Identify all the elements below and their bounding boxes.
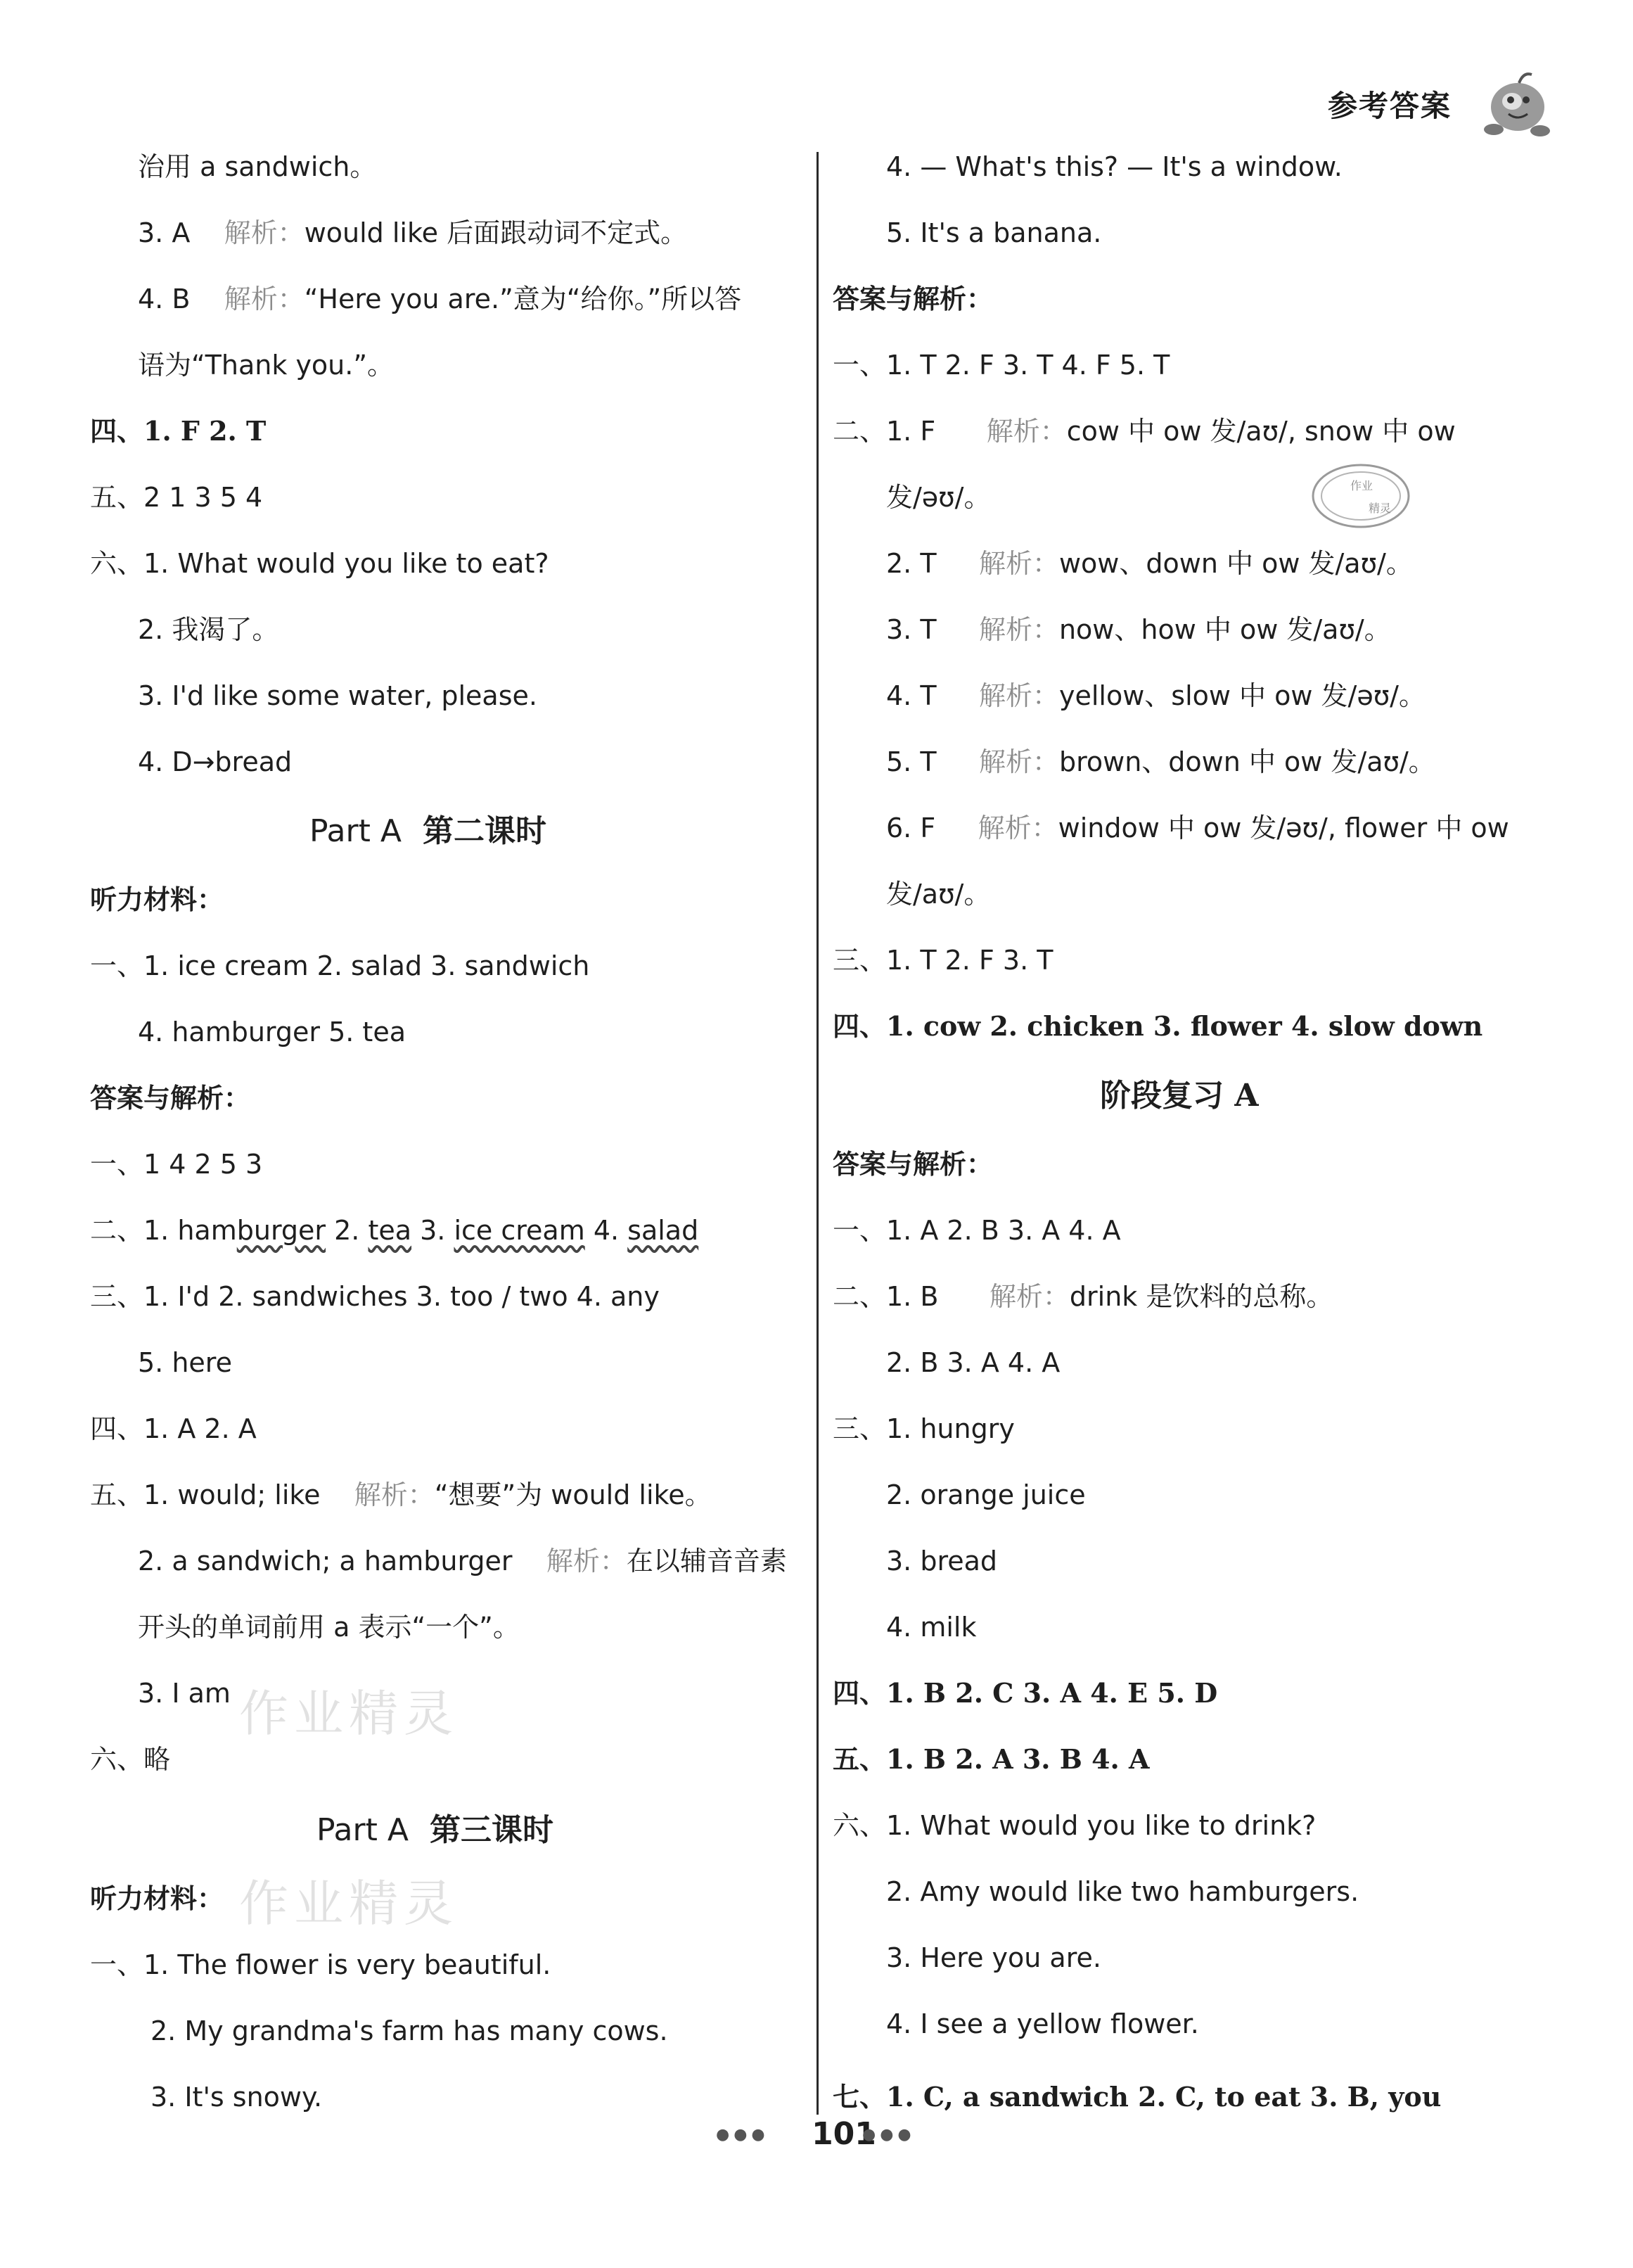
answer-line: 2. orange juice xyxy=(886,1479,1086,1510)
svg-text:精灵: 精灵 xyxy=(1369,502,1392,515)
answer-line: 治用 a sandwich。 xyxy=(138,151,377,182)
answer-line: 3. I'd like some water, please. xyxy=(138,680,537,711)
answer-line: 2. My grandma's farm has many cows. xyxy=(151,2015,668,2046)
section-title xyxy=(316,1812,553,1849)
page-number-dots-right: ●●● xyxy=(862,2126,916,2143)
answer-text: 二、1. F xyxy=(833,416,936,447)
analysis-text: wow、down 中 ow 发/aʊ/。 xyxy=(1058,548,1413,579)
section-title-cn: 第二课时 xyxy=(422,813,546,849)
section-title-en: Part A xyxy=(309,813,402,849)
answer-line: 2. Amy would like two hamburgers. xyxy=(886,1876,1359,1907)
watermark-stamp-icon xyxy=(1308,457,1414,535)
page-number: 101 xyxy=(812,2116,876,2152)
section-title xyxy=(309,813,546,850)
analysis-text: “Here you are.”意为“给你。”所以答 xyxy=(304,284,742,314)
answer-line: 2. B 3. A 4. A xyxy=(886,1347,1061,1378)
section-label: 答案与解析： xyxy=(833,283,994,314)
answer-line: 一、1. A 2. B 3. A 4. A xyxy=(833,1215,1121,1246)
analysis-text: now、how 中 ow 发/aʊ/。 xyxy=(1058,614,1391,645)
answer-line xyxy=(138,217,687,249)
analysis-label: 解析： xyxy=(224,217,305,248)
answer-line xyxy=(138,283,741,315)
analysis-text: “想要”为 would like。 xyxy=(434,1479,712,1510)
answer-line: 六、略 xyxy=(90,1744,171,1775)
underlined-word: salad xyxy=(627,1215,699,1246)
answer-text: 二、1. ham xyxy=(90,1215,237,1246)
analysis-text: window 中 ow 发/əʊ/, flower 中 ow xyxy=(1058,813,1509,843)
page-number-dots-left: ●●● xyxy=(716,2126,769,2143)
analysis-label: 解析： xyxy=(354,1479,435,1510)
section-label: 答案与解析： xyxy=(90,1082,251,1114)
answer-text: 5. T xyxy=(886,746,937,777)
analysis-text: cow 中 ow 发/aʊ/, snow 中 ow xyxy=(1066,416,1456,447)
answer-line: 3. I am xyxy=(138,1678,231,1709)
answer-line: 一、1. ice cream 2. salad 3. sandwich xyxy=(90,950,590,981)
answer-line: 四、1. F 2. T xyxy=(90,415,267,447)
answer-line: 4. I see a yellow flower. xyxy=(886,2008,1199,2039)
analysis-label: 解析： xyxy=(224,284,305,314)
answer-text: 2. T xyxy=(886,548,937,579)
svg-text:作业: 作业 xyxy=(1350,479,1373,492)
section-label: 答案与解析： xyxy=(833,1148,994,1180)
answer-text: 3. xyxy=(411,1215,454,1246)
answer-text: 6. F xyxy=(886,813,936,843)
answer-line: 3. Here you are. xyxy=(886,1942,1101,1973)
answer-line: 发/əʊ/。 xyxy=(886,482,991,513)
answer-line: 六、1. What would you like to drink? xyxy=(833,1810,1317,1841)
analysis-label: 解析： xyxy=(978,548,1059,579)
answer-line: 2. 我渴了。 xyxy=(138,614,279,645)
section-title-cn: 第三课时 xyxy=(429,1812,553,1848)
answer-line xyxy=(886,746,1435,778)
item-number: 4. B xyxy=(138,284,191,314)
analysis-label: 解析： xyxy=(978,813,1058,843)
answer-line: 发/aʊ/。 xyxy=(886,879,991,910)
answer-line: 一、1 4 2 5 3 xyxy=(90,1149,263,1180)
answer-text: 4. xyxy=(584,1215,628,1246)
analysis-text: 在以辅音音素 xyxy=(626,1546,787,1576)
answer-line xyxy=(90,1214,698,1247)
answer-line: 三、1. T 2. F 3. T xyxy=(833,945,1054,976)
answer-line: 三、1. I'd 2. sandwiches 3. too / two 4. any xyxy=(90,1281,660,1312)
answer-line: 语为“Thank you.”。 xyxy=(138,350,395,381)
answer-line: 4. — What's this? — It's a window. xyxy=(886,151,1343,182)
analysis-label: 解析： xyxy=(986,416,1067,447)
answer-line: 4. hamburger 5. tea xyxy=(138,1017,406,1047)
item-number: 3. A xyxy=(138,217,191,248)
answer-line: 五、2 1 3 5 4 xyxy=(90,482,263,513)
analysis-label: 解析： xyxy=(978,614,1059,645)
answer-line: 七、1. C, a sandwich 2. C, to eat 3. B, you xyxy=(833,2081,1442,2113)
analysis-label: 解析： xyxy=(989,1281,1070,1312)
analysis-text: yellow、slow 中 ow 发/əʊ/。 xyxy=(1058,680,1426,711)
section-label: 听力材料： xyxy=(90,1882,224,1914)
answer-text: 五、1. would; like xyxy=(90,1479,321,1510)
answer-line xyxy=(90,1479,712,1511)
answer-line xyxy=(833,1280,1333,1313)
answer-line: 3. bread xyxy=(886,1546,998,1576)
section-title-cn: 阶段复习 A xyxy=(1100,1078,1259,1114)
underlined-word: tea xyxy=(368,1215,412,1246)
answer-line: 4. D→bread xyxy=(138,746,293,777)
answer-line: 一、1. The flower is very beautiful. xyxy=(90,1949,551,1980)
answer-line: 一、1. T 2. F 3. T 4. F 5. T xyxy=(833,350,1170,381)
mascot-icon xyxy=(1477,65,1554,142)
analysis-label: 解析： xyxy=(546,1546,627,1576)
answer-line: 5. It's a banana. xyxy=(886,217,1102,248)
watermark: 作业精灵 xyxy=(239,1875,459,1932)
analysis-text: drink 是饮料的总称。 xyxy=(1069,1281,1333,1312)
header-title: 参考答案 xyxy=(1328,89,1452,123)
analysis-label: 解析： xyxy=(978,746,1059,777)
answer-line: 五、1. B 2. A 3. B 4. A xyxy=(833,1743,1150,1775)
answer-line: 四、1. A 2. A xyxy=(90,1413,257,1444)
answer-line: 四、1. B 2. C 3. A 4. E 5. D xyxy=(833,1677,1218,1709)
underlined-word: burger xyxy=(236,1215,326,1246)
answer-line xyxy=(138,1545,787,1577)
answer-line xyxy=(886,613,1391,646)
section-label: 听力材料： xyxy=(90,884,224,915)
answer-text: 3. T xyxy=(886,614,937,645)
section-title-en: Part A xyxy=(316,1812,409,1848)
answer-line: 5. here xyxy=(138,1347,232,1378)
underlined-word: ice cream xyxy=(454,1215,585,1246)
answer-line xyxy=(886,812,1509,844)
analysis-label: 解析： xyxy=(978,680,1059,711)
analysis-text: brown、down 中 ow 发/aʊ/。 xyxy=(1058,746,1435,777)
answer-line xyxy=(886,680,1426,712)
section-title xyxy=(1100,1078,1258,1114)
watermark: 作业精灵 xyxy=(239,1685,459,1743)
answer-line: 3. It's snowy. xyxy=(151,2082,323,2113)
answer-line xyxy=(886,547,1413,580)
answer-line: 4. milk xyxy=(886,1612,977,1643)
answer-line: 四、1. cow 2. chicken 3. flower 4. slow down xyxy=(833,1010,1483,1042)
answer-text: 4. T xyxy=(886,680,937,711)
answer-line: 六、1. What would you like to eat? xyxy=(90,548,549,579)
answer-line: 三、1. hungry xyxy=(833,1413,1015,1444)
answer-text: 二、1. B xyxy=(833,1281,939,1312)
answer-line: 开头的单词前用 a 表示“一个”。 xyxy=(138,1612,520,1643)
answer-text: 2. xyxy=(326,1215,369,1246)
column-divider xyxy=(816,152,819,2115)
answer-line xyxy=(833,415,1456,447)
answer-text: 2. a sandwich; a hamburger xyxy=(138,1546,513,1576)
analysis-text: would like 后面跟动词不定式。 xyxy=(304,217,688,248)
